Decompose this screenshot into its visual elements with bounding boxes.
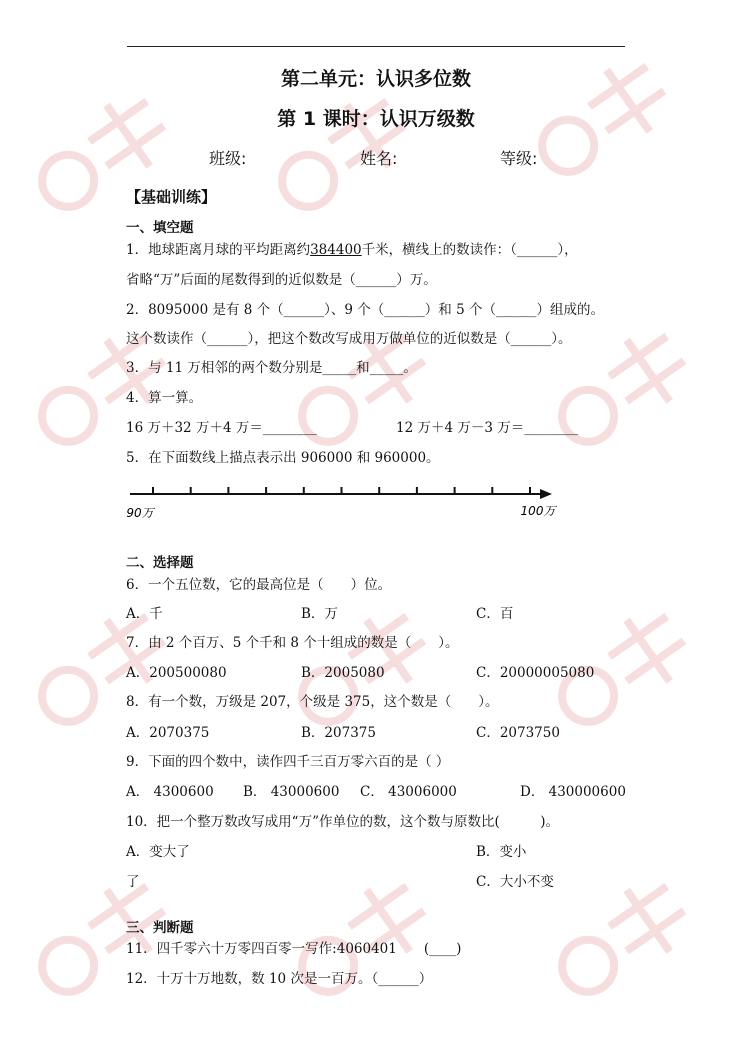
question-9-option-d: D． 430000600 [520, 784, 626, 800]
question-8-option-c: C．2073750 [476, 725, 560, 741]
question-9-option-a: A． 4300600 [126, 784, 214, 800]
question-12: 12．十万十万地数，数 10 次是一百万。（______） [126, 971, 433, 987]
question-7-option-a: A．200500080 [126, 665, 227, 681]
question-1-line-1 [126, 241, 578, 259]
question-8: 8．有一个数，万级是 207，个级是 375，这个数是（ ）。 [126, 694, 499, 710]
question-8-option-a: A．2070375 [126, 725, 210, 741]
grade-label: 等级: [500, 149, 538, 168]
question-10: 10．把一个整万数改写成用“万”作单位的数，这个数与原数比( )。 [126, 814, 560, 830]
question-10-option-b: B．变小 [476, 844, 527, 860]
question-4-expression-a: 16 万＋32 万＋4 万＝________ [126, 420, 317, 436]
question-6: 6．一个五位数，它的最高位是（ ）位。 [126, 577, 392, 593]
question-2-line-1: 2．8095000 是有 8 个（______）、9 个（______）和 5 个（______）组成的。 [126, 302, 604, 318]
question-9-option-c: C． 43006000 [360, 784, 457, 800]
watermark-logo-icon [540, 880, 710, 1000]
question-9: 9．下面的四个数中，读作四千三百万零六百的是（ ） [126, 754, 450, 770]
number-line-start-label: 90万 [126, 506, 154, 520]
question-1-text-b: 千米，横线上的数读作：（______）， [361, 242, 578, 258]
question-1-line-2: 省略“万”后面的尾数得到的近似数是（______）万。 [126, 272, 437, 288]
section-basic-training: 【基础训练】 [126, 188, 217, 206]
section-true-false: 三、判断题 [126, 920, 194, 936]
question-4: 4．算一算。 [126, 390, 203, 406]
question-10-option-c: C．大小不变 [476, 874, 554, 890]
page-title: 第二单元：认识多位数 [280, 68, 471, 90]
number-line [120, 482, 580, 522]
question-10-option-b-continued: 了 [126, 874, 140, 890]
question-6-option-c: C．百 [476, 606, 514, 622]
name-label: 姓名: [360, 149, 398, 168]
question-1-number: 384400 [310, 242, 362, 258]
question-5: 5．在下面数线上描点表示出 906000 和 960000。 [126, 450, 440, 466]
question-7-option-c: C．20000005080 [476, 665, 595, 681]
question-1-text-a: 1．地球距离月球的平均距离约 [126, 242, 311, 258]
question-9-option-b: B． 43000600 [243, 784, 340, 800]
question-2-line-2: 这个数读作（______），把这个数改写成用万做单位的近似数是（______）。 [126, 331, 572, 347]
question-7-option-b: B．2005080 [301, 665, 385, 681]
number-line-end-label: 100万 [520, 504, 556, 518]
question-4-expression-b: 12 万＋4 万－3 万＝________ [396, 420, 579, 436]
class-label: 班级: [209, 149, 247, 168]
question-6-option-a: A．千 [126, 606, 163, 622]
lesson-subtitle: 第 1 课时：认识万级数 [277, 108, 475, 130]
question-6-option-b: B．万 [301, 606, 338, 622]
section-fill-in: 一、填空题 [126, 220, 194, 236]
question-7: 7．由 2 个百万、5 个千和 8 个十组成的数是（ ）。 [126, 635, 459, 651]
question-3: 3．与 11 万相邻的两个数分别是_____和_____。 [126, 360, 417, 376]
number-line-arrow-icon [540, 489, 552, 499]
section-choice: 二、选择题 [126, 555, 194, 571]
question-10-option-a: A．变大了 [126, 844, 190, 860]
question-11: 11．四千零六十万零四百零一写作:4060401 (____) [126, 941, 462, 957]
question-8-option-b: B．207375 [301, 725, 376, 741]
header-rule [127, 46, 625, 47]
